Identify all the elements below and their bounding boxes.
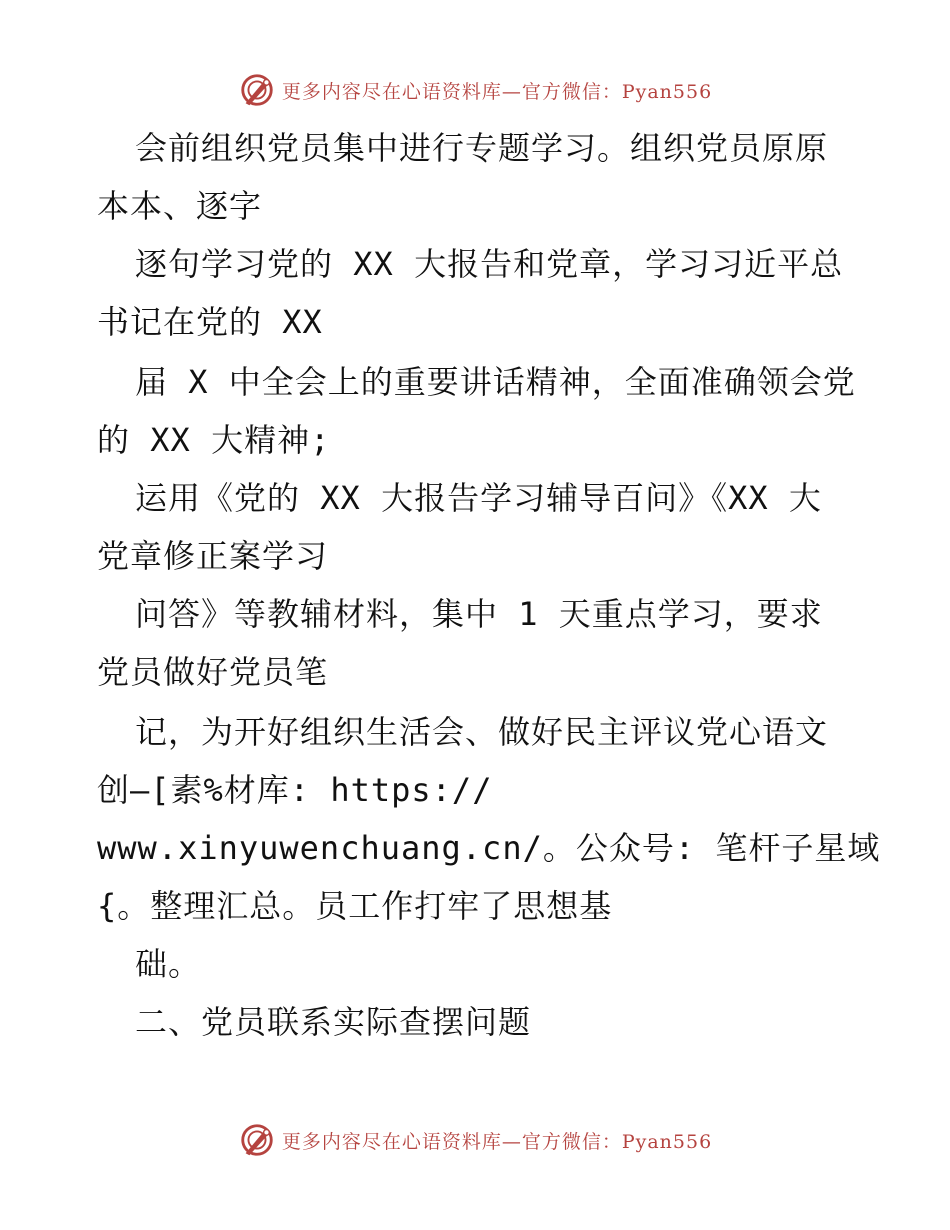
stamp-logo-icon xyxy=(238,1121,276,1159)
text-line: 党章修正案学习 xyxy=(97,537,329,575)
text-line: {。整理汇总。员工作打牢了思想基 xyxy=(97,887,613,925)
text-line: 运用《党的 XX 大报告学习辅导百问》《XX 大 xyxy=(135,479,822,517)
text-line: www.xinyuwenchuang.cn/。公众号: 笔杆子星域 xyxy=(97,829,881,867)
text-line: 届 X 中全会上的重要讲话精神，全面准确领会党 xyxy=(135,363,856,401)
footer-banner-text: 更多内容尽在心语资料库—官方微信：Pyan556 xyxy=(281,1130,713,1153)
text-line: 的 XX 大精神; xyxy=(97,421,331,459)
text-line: 党员做好党员笔 xyxy=(97,653,329,691)
section-heading: 二、党员联系实际查摆问题 xyxy=(135,1003,532,1041)
text-line: 问答》等教辅材料，集中 1 天重点学习，要求 xyxy=(135,595,823,633)
footer-banner xyxy=(0,1120,950,1160)
text-line: 创—[素%材库: https:// xyxy=(97,771,493,809)
text-line: 记，为开好组织生活会、做好民主评议党心语文 xyxy=(135,713,829,751)
text-line: 本本、逐字 xyxy=(97,187,263,225)
text-line: 逐句学习党的 XX 大报告和党章，学习习近平总 xyxy=(135,245,844,283)
text-line: 会前组织党员集中进行专题学习。组织党员原原 xyxy=(135,129,829,167)
text-line: 书记在党的 XX xyxy=(97,303,323,341)
header-banner-text: 更多内容尽在心语资料库—官方微信：Pyan556 xyxy=(281,80,713,103)
text-line: 础。 xyxy=(135,945,202,983)
